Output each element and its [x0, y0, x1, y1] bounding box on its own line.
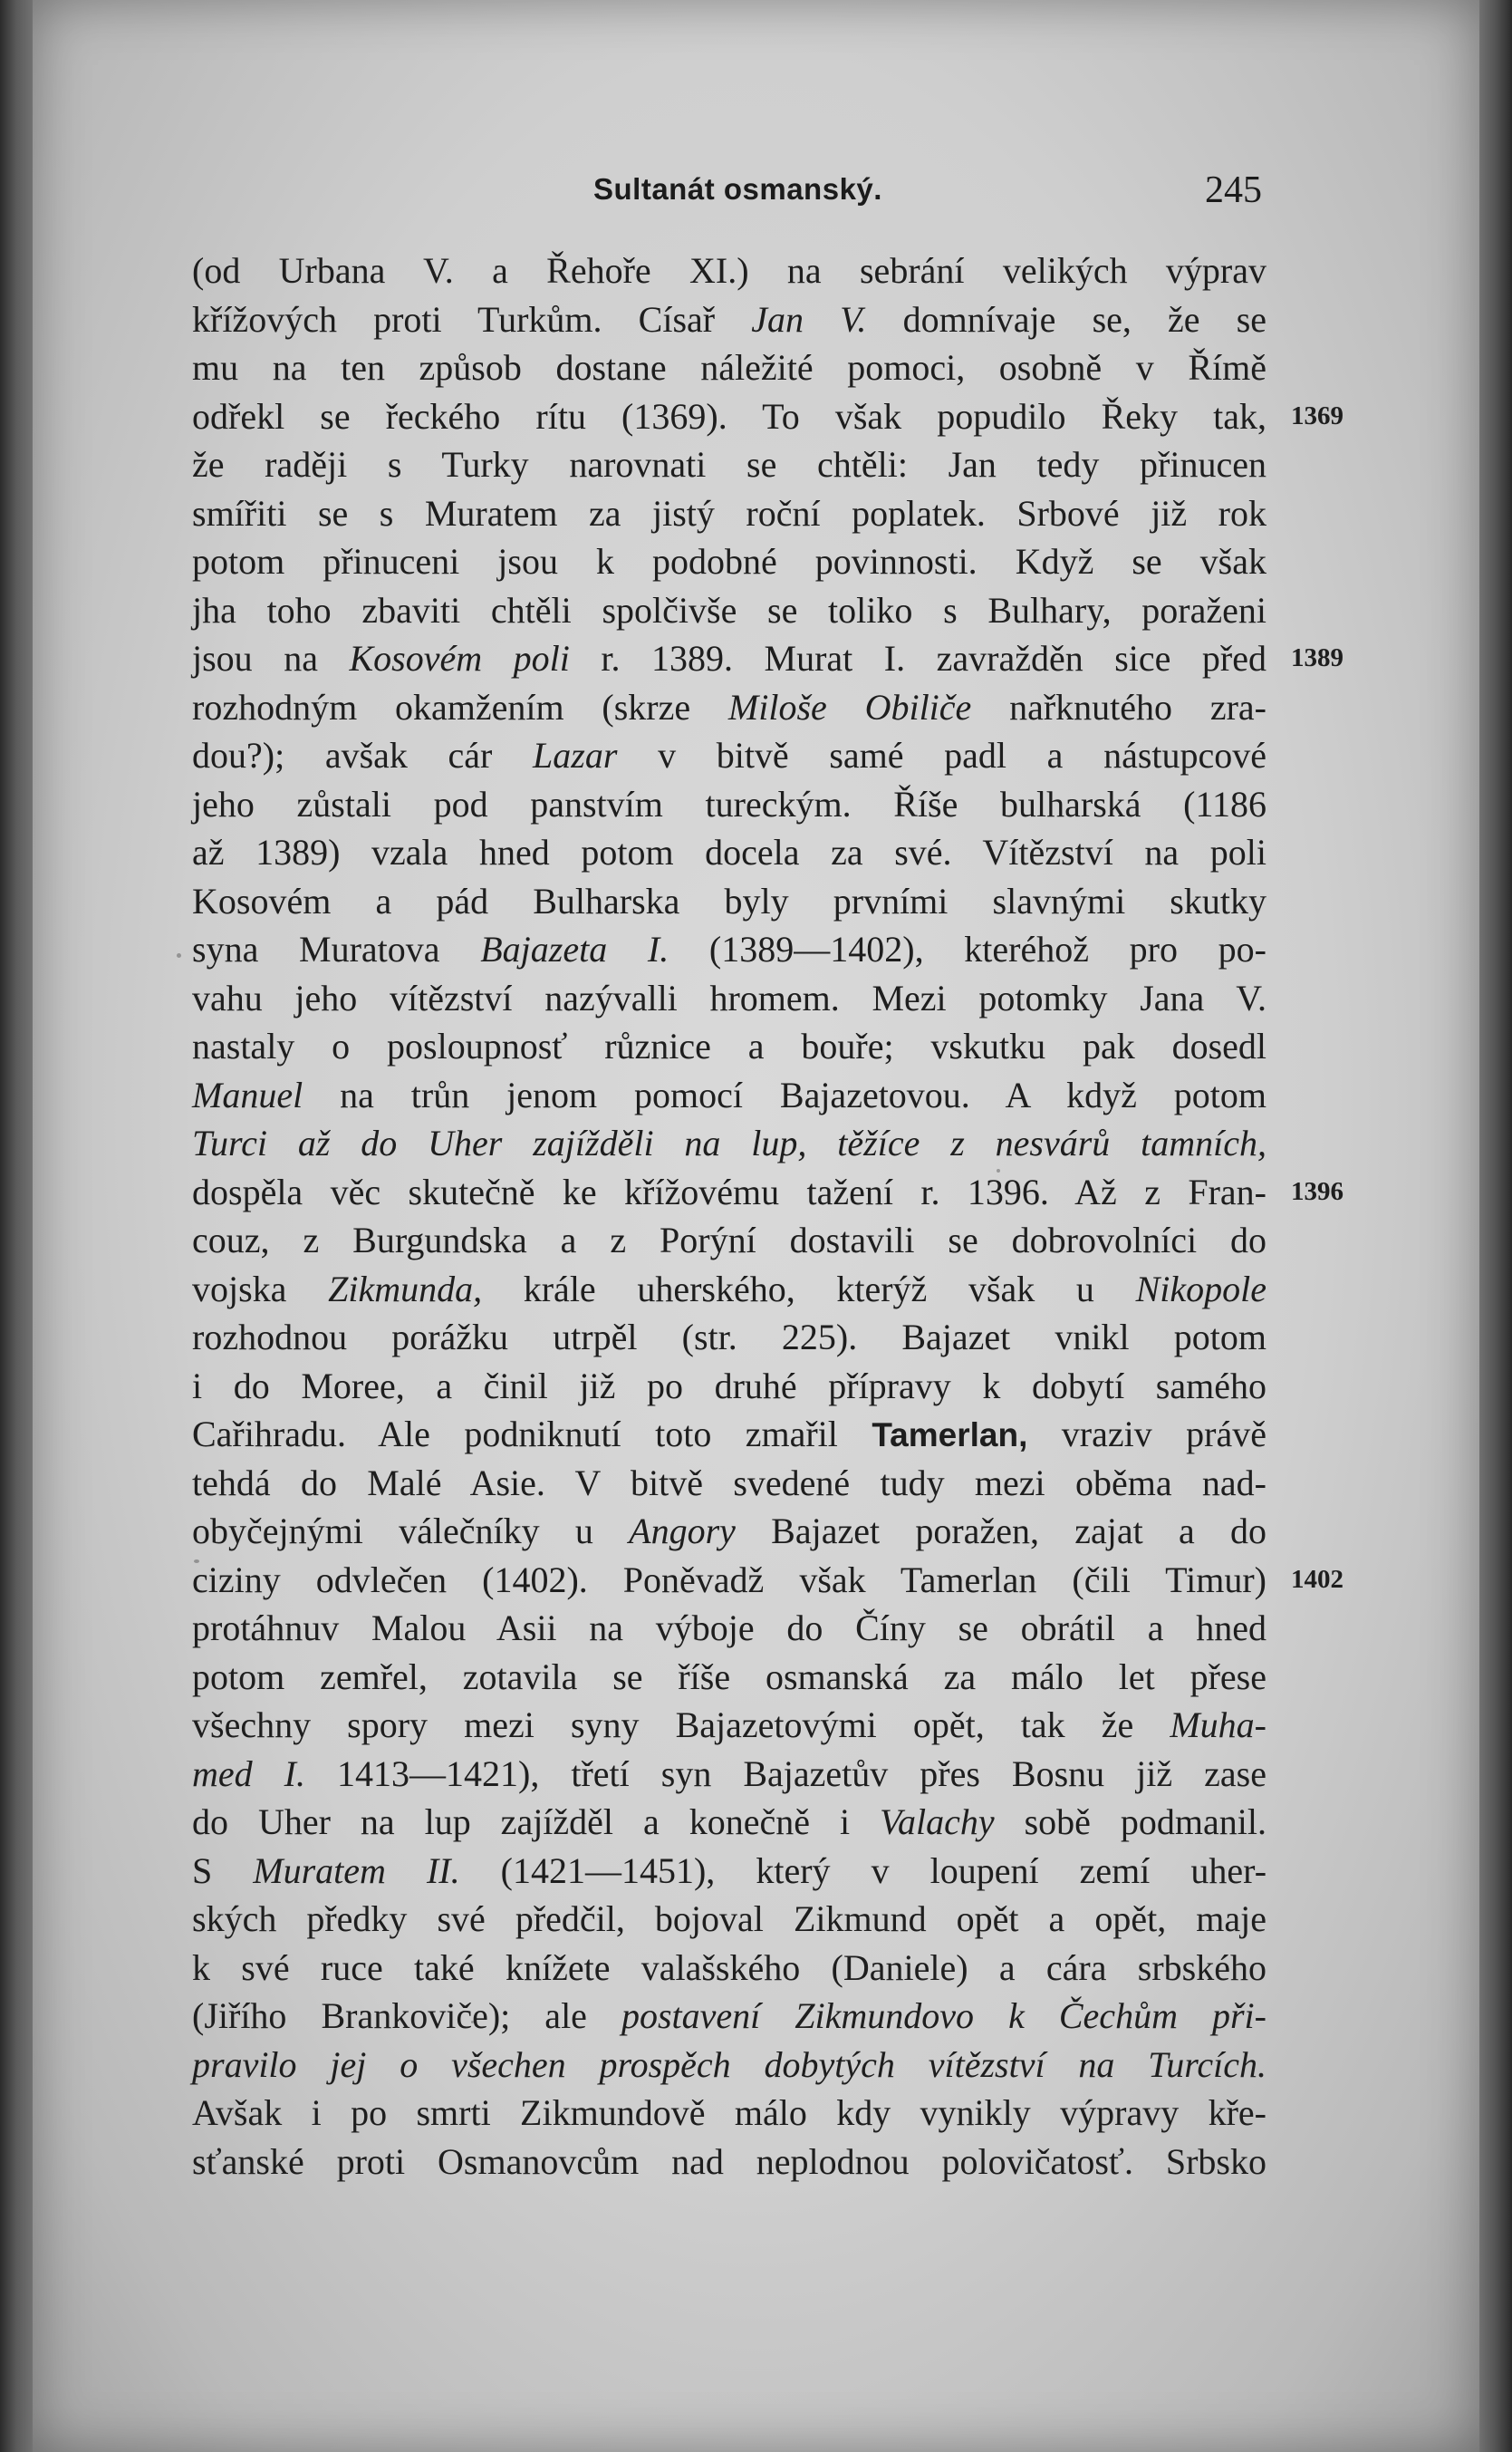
text-segment: mu na ten způsob dostane náležité pomoci, osobně v Římě [192, 347, 1266, 388]
text-segment: potom přinuceni jsou k podobné povinnosti. Když se však [192, 541, 1266, 582]
text-segment: krále uherského, kterýž však u [482, 1268, 1136, 1309]
text-line [192, 1992, 1266, 2041]
italic-text: Miloše Obiliče [727, 686, 972, 728]
text-line [192, 586, 1266, 635]
text-line [192, 1750, 1266, 1799]
text-line [192, 2089, 1266, 2138]
text-segment: vraziv právě [1027, 1414, 1266, 1454]
text-segment: r. 1389. Murat I. zavražděn sice před [569, 638, 1266, 679]
text-segment: jeho zůstali pod panstvím tureckým. Říše bulharská (1186 [192, 783, 1266, 825]
scan-speck [471, 2021, 474, 2023]
text-segment: jsou na [192, 638, 350, 679]
text-segment: potom zemřel, zotavila se říše osmanská za málo let přese [192, 1656, 1266, 1697]
text-line [192, 1071, 1266, 1120]
italic-text: Angory [629, 1511, 736, 1551]
text-line [192, 1168, 1266, 1217]
italic-text: Nikopole [1135, 1268, 1266, 1309]
text-segment: odřekl se řeckého rítu (1369). To však popudilo Řeky tak, [192, 395, 1266, 437]
text-line [192, 1604, 1266, 1653]
text-segment: sobě podmanil. [994, 1801, 1266, 1842]
text-segment: až 1389) vzala hned potom docela za své. Vítězství na poli [192, 832, 1266, 873]
text-line [192, 828, 1266, 877]
text-segment: všechny spory mezi syny Bajazetovými opět, tak že [192, 1704, 1170, 1745]
text-line [192, 1701, 1266, 1750]
text-segment: (1421—1451), který v loupení zemí uher- [459, 1849, 1267, 1891]
text-segment: v bitvě samé padl a nástupcové [617, 735, 1267, 776]
bold-text: Tamerlan, [872, 1416, 1028, 1453]
text-segment: do Uher na lup zajížděl a konečně i [192, 1801, 881, 1842]
text-segment: protáhnuv Malou Asii na výboje do Číny se obrátil a hned [192, 1607, 1266, 1648]
text-line [192, 877, 1266, 926]
text-line [192, 440, 1266, 489]
text-line [192, 1119, 1266, 1168]
text-segment: Kosovém a pád Bulharska byly prvními slavnými skutky [192, 880, 1266, 922]
italic-text: med I. [192, 1752, 305, 1794]
text-segment: (1389—1402), kteréhož pro po- [669, 929, 1266, 970]
text-line [192, 1265, 1266, 1314]
text-line [192, 1556, 1266, 1605]
scan-speck [997, 1169, 1000, 1173]
text-segment: (od Urbana V. a Řehoře XI.) na sebrání velikých výprav [192, 250, 1266, 291]
italic-text: Muratem II. [253, 1849, 460, 1891]
text-line [192, 537, 1266, 586]
text-line [192, 925, 1266, 974]
text-line [192, 1410, 1266, 1459]
text-line [192, 2041, 1266, 2090]
italic-text: postavení Zikmundovo k Čechům při- [621, 1995, 1266, 2036]
text-line [192, 1507, 1266, 1556]
text-line [192, 1459, 1266, 1508]
text-segment: 1413—1421), třetí syn Bajazetův přes Bosnu již zase [304, 1752, 1266, 1794]
text-segment: rozhodným okamžením (skrze [192, 686, 728, 728]
italic-text: Bajazeta I. [480, 929, 669, 970]
text-segment: Avšak i po smrti Zikmundově málo kdy vynikly výpravy kře- [192, 2092, 1266, 2133]
italic-text: pravilo jej o všechen prospěch dobytých vítězství na Turcích. [192, 2043, 1266, 2085]
scan-speck [177, 953, 181, 958]
running-head: Sultanát osmanský. [593, 172, 882, 206]
text-line [192, 1216, 1266, 1265]
text-line [192, 1313, 1266, 1362]
text-line [192, 2138, 1266, 2187]
text-line [192, 343, 1266, 392]
text-line [192, 1847, 1266, 1896]
text-segment: rozhodnou porážku utrpěl (str. 225). Bajazet vnikl potom [192, 1317, 1266, 1357]
text-line [192, 1022, 1266, 1071]
text-line [192, 1798, 1266, 1847]
text-segment: vojska [192, 1268, 329, 1309]
text-line [192, 392, 1266, 441]
margin-year: 1396 [1291, 1176, 1343, 1206]
text-segment: i do Moree, a činil již po druhé přípravy k dobytí samého [192, 1365, 1266, 1406]
italic-text: Zikmunda, [328, 1268, 483, 1309]
text-segment: S [192, 1849, 254, 1891]
text-line [192, 1944, 1266, 1993]
text-segment: vahu jeho vítězství nazývalli hromem. Mezi potomky Jana V. [192, 977, 1266, 1018]
margin-year: 1369 [1291, 401, 1343, 430]
italic-text: Manuel [192, 1074, 303, 1115]
page-number: 245 [1205, 169, 1262, 211]
text-line [192, 780, 1266, 829]
text-segment: nastaly o posloupnosť různice a bouře; vskutku pak dosedl [192, 1026, 1266, 1067]
text-segment: Bajazet poražen, zajat a do [735, 1511, 1266, 1551]
text-line [192, 1895, 1266, 1944]
italic-text: Lazar [533, 735, 618, 776]
text-segment: (Jiřího Brankoviče); ale [192, 1995, 621, 2036]
text-segment: že raději s Turky narovnati se chtěli: Jan tedy přinucen [192, 444, 1266, 485]
body-text [192, 246, 1266, 2186]
text-segment: křížových proti Turkům. Císař [192, 298, 752, 340]
text-segment: obyčejnými válečníky u [192, 1511, 630, 1551]
text-line [192, 295, 1266, 344]
text-segment: tehdá do Malé Asie. V bitvě svedené tudy mezi oběma nad- [192, 1462, 1266, 1503]
text-segment: sťanské proti Osmanovcům nad neplodnou polovičatosť. Srbsko [192, 2140, 1266, 2182]
text-segment: na trůn jenom pomocí Bajazetovou. A když potom [303, 1074, 1266, 1115]
italic-text: Turci až do Uher zajížděli na lup, těžíce z nesvárů tamních, [192, 1123, 1266, 1163]
text-segment: domnívaje se, že se [866, 298, 1267, 340]
text-segment: smířiti se s Muratem za jistý roční poplatek. Srbové již rok [192, 492, 1266, 534]
text-segment: jha toho zbaviti chtěli spolčivše se toliko s Bulhary, poraženi [192, 589, 1266, 631]
text-line [192, 974, 1266, 1023]
text-segment: ských předky své předčil, bojoval Zikmund opět a opět, maje [192, 1898, 1266, 1939]
italic-text: Valachy [880, 1801, 995, 1842]
text-line [192, 489, 1266, 538]
scan-speck [194, 1559, 199, 1563]
text-line [192, 683, 1266, 732]
text-segment: dou?); avšak cár [192, 735, 534, 776]
margin-year: 1402 [1291, 1564, 1343, 1594]
text-line [192, 1362, 1266, 1411]
text-segment: ciziny odvlečen (1402). Poněvadž však Tamerlan (čili Timur) [192, 1559, 1266, 1600]
text-line [192, 246, 1266, 295]
italic-text: Kosovém poli [349, 638, 570, 679]
text-segment: syna Muratova [192, 929, 481, 970]
text-line [192, 731, 1266, 780]
page-header [0, 169, 1512, 217]
text-segment: dospěla věc skutečně ke křížovému tažení r. 1396. Až z Fran- [192, 1171, 1266, 1212]
text-line [192, 634, 1266, 683]
margin-year: 1389 [1291, 643, 1343, 672]
text-segment: k své ruce také knížete valašského (Daniele) a cára srbského [192, 1946, 1266, 1988]
italic-text: Jan V. [751, 298, 867, 340]
text-segment: couz, z Burgundska a z Porýní dostavili se dobrovolníci do [192, 1220, 1266, 1260]
italic-text: Muha- [1170, 1704, 1266, 1745]
text-segment: Cařihradu. Ale podniknutí toto zmařil [192, 1414, 872, 1454]
text-line [192, 1653, 1266, 1702]
text-segment: nařknutého zra- [971, 686, 1266, 728]
